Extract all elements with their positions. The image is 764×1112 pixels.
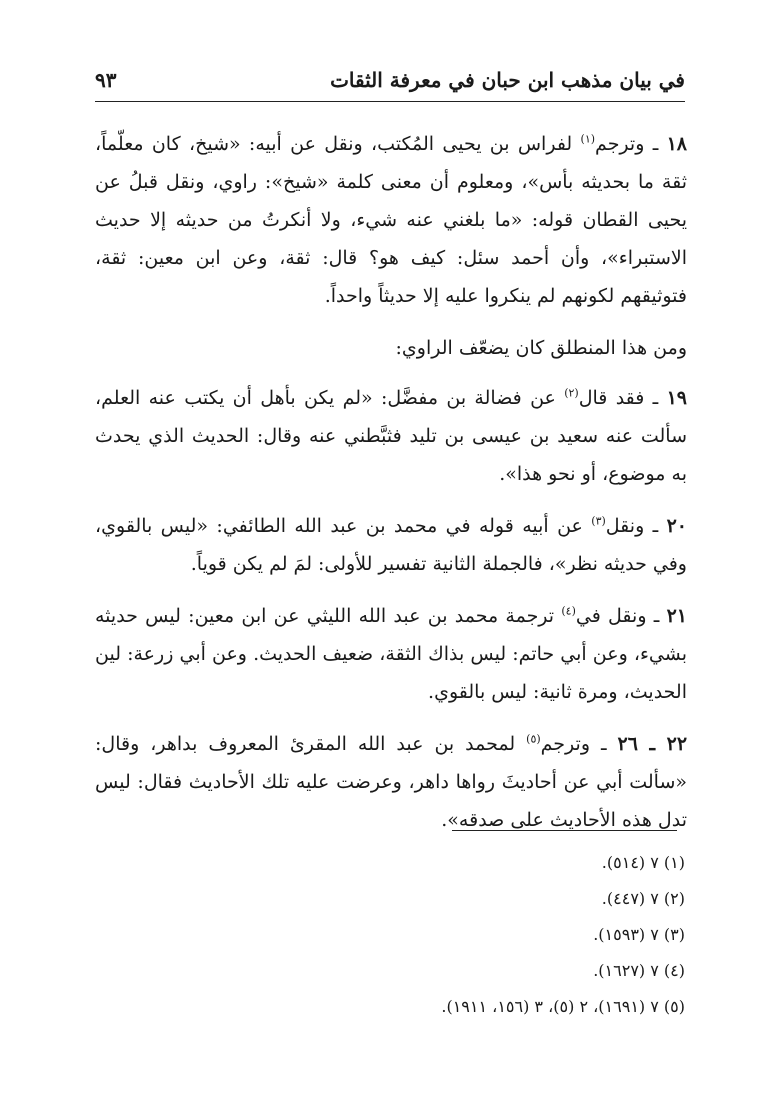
- footnote-1: (١) ٧ (٥١٤).: [601, 853, 685, 872]
- entry-number: ٢٢ ـ ٢٦: [617, 733, 688, 755]
- paragraph-18: [95, 125, 687, 315]
- paragraph-text: عن فضالة بن مفضَّل: «لم يكن بأهل أن يكتب عنه العلم، سألت عنه سعيد بن عيسى بن تليد فثبَّطني عنه وقال: الحديث الذي يحدث به موضوع، أو نحو هذا».: [95, 387, 687, 485]
- paragraph-text: عن أبيه قوله في محمد بن عبد الله الطائفي: «ليس بالقوي، وفي حديثه نظر»، فالجملة الثانية تفسير للأولى: لمَ لم يكن قوياً.: [95, 515, 687, 575]
- paragraph-20: [95, 507, 687, 583]
- footnote-ref[interactable]: (١): [580, 132, 596, 146]
- paragraph-text: ـ ونقل: [605, 515, 667, 537]
- paragraph-22-26: [95, 725, 687, 839]
- footnote-rule: [452, 830, 677, 831]
- footnote-3: (٣) ٧ (١٥٩٣).: [593, 925, 685, 944]
- entry-number: ٢٠: [666, 515, 687, 537]
- footnotes: [330, 845, 685, 1025]
- entry-number: ١٨: [666, 133, 687, 155]
- footnote-5: (٥) ٧ (١٦٩١)، ٢ (٥)، ٣ (١٥٦، ١٩١١).: [441, 997, 685, 1016]
- paragraph-text: ـ ونقل في: [575, 605, 667, 627]
- paragraph-21: [95, 597, 687, 711]
- entry-number: ٢١: [666, 605, 687, 627]
- header-rule: [95, 101, 685, 102]
- paragraph-text: ـ وترجم: [595, 133, 667, 155]
- paragraph-19: [95, 379, 687, 493]
- paragraph-intro: [95, 329, 687, 367]
- footnote-ref[interactable]: (٣): [591, 514, 606, 528]
- page-number: ٩٣: [95, 68, 117, 92]
- paragraph-text: ترجمة محمد بن عبد الله الليثي عن ابن معين: ليس حديثه بشيء، وعن أبي حاتم: ليس بذاك الثقة، ضعيف الحديث. وعن أبي زرعة: لين الحديث، ومرة ثانية: ليس بالقوي.: [95, 605, 687, 703]
- footnote-4: (٤) ٧ (١٦٢٧).: [593, 961, 685, 980]
- footnote-ref[interactable]: (٢): [564, 386, 579, 400]
- entry-number: ١٩: [666, 387, 687, 409]
- paragraph-text: ـ وترجم: [540, 733, 618, 755]
- main-text: [95, 125, 687, 853]
- page-header: [95, 62, 685, 102]
- running-title: في بيان مذهب ابن حبان في معرفة الثقات: [330, 68, 685, 92]
- paragraph-text: ـ فقد قال: [578, 387, 667, 409]
- paragraph-text: لفراس بن يحيى المُكتب، ونقل عن أبيه: «شيخ، كان معلّماً، ثقة ما بحديثه بأس»، ومعلوم أن معنى كلمة «شيخ»: راوي، ونقل قبلُ عن يحيى القطان قوله: «ما بلغني عنه شيء، ولا أنكرتُ من حديثه إلا حديث الاستبراء»، وأن أحمد سئل: كيف هو؟ قال: ثقة، وعن ابن معين: ثقة، فتوثيقهم لكونهم لم ينكروا عليه إلا حديثاً واحداً.: [95, 133, 687, 307]
- footnote-ref[interactable]: (٤): [561, 604, 576, 618]
- paragraph-text: لمحمد بن عبد الله المقرئ المعروف بداهر، وقال: «سألت أبي عن أحاديثَ رواها داهر، وعرضت عليه تلك الأحاديث فقال: ليس تدل هذه الأحاديث على صدقه».: [95, 733, 687, 831]
- paragraph-text: ومن هذا المنطلق كان يضعّف الراوي:: [395, 337, 687, 359]
- footnote-ref[interactable]: (٥): [526, 732, 541, 746]
- footnote-2: (٢) ٧ (٤٤٧).: [601, 889, 685, 908]
